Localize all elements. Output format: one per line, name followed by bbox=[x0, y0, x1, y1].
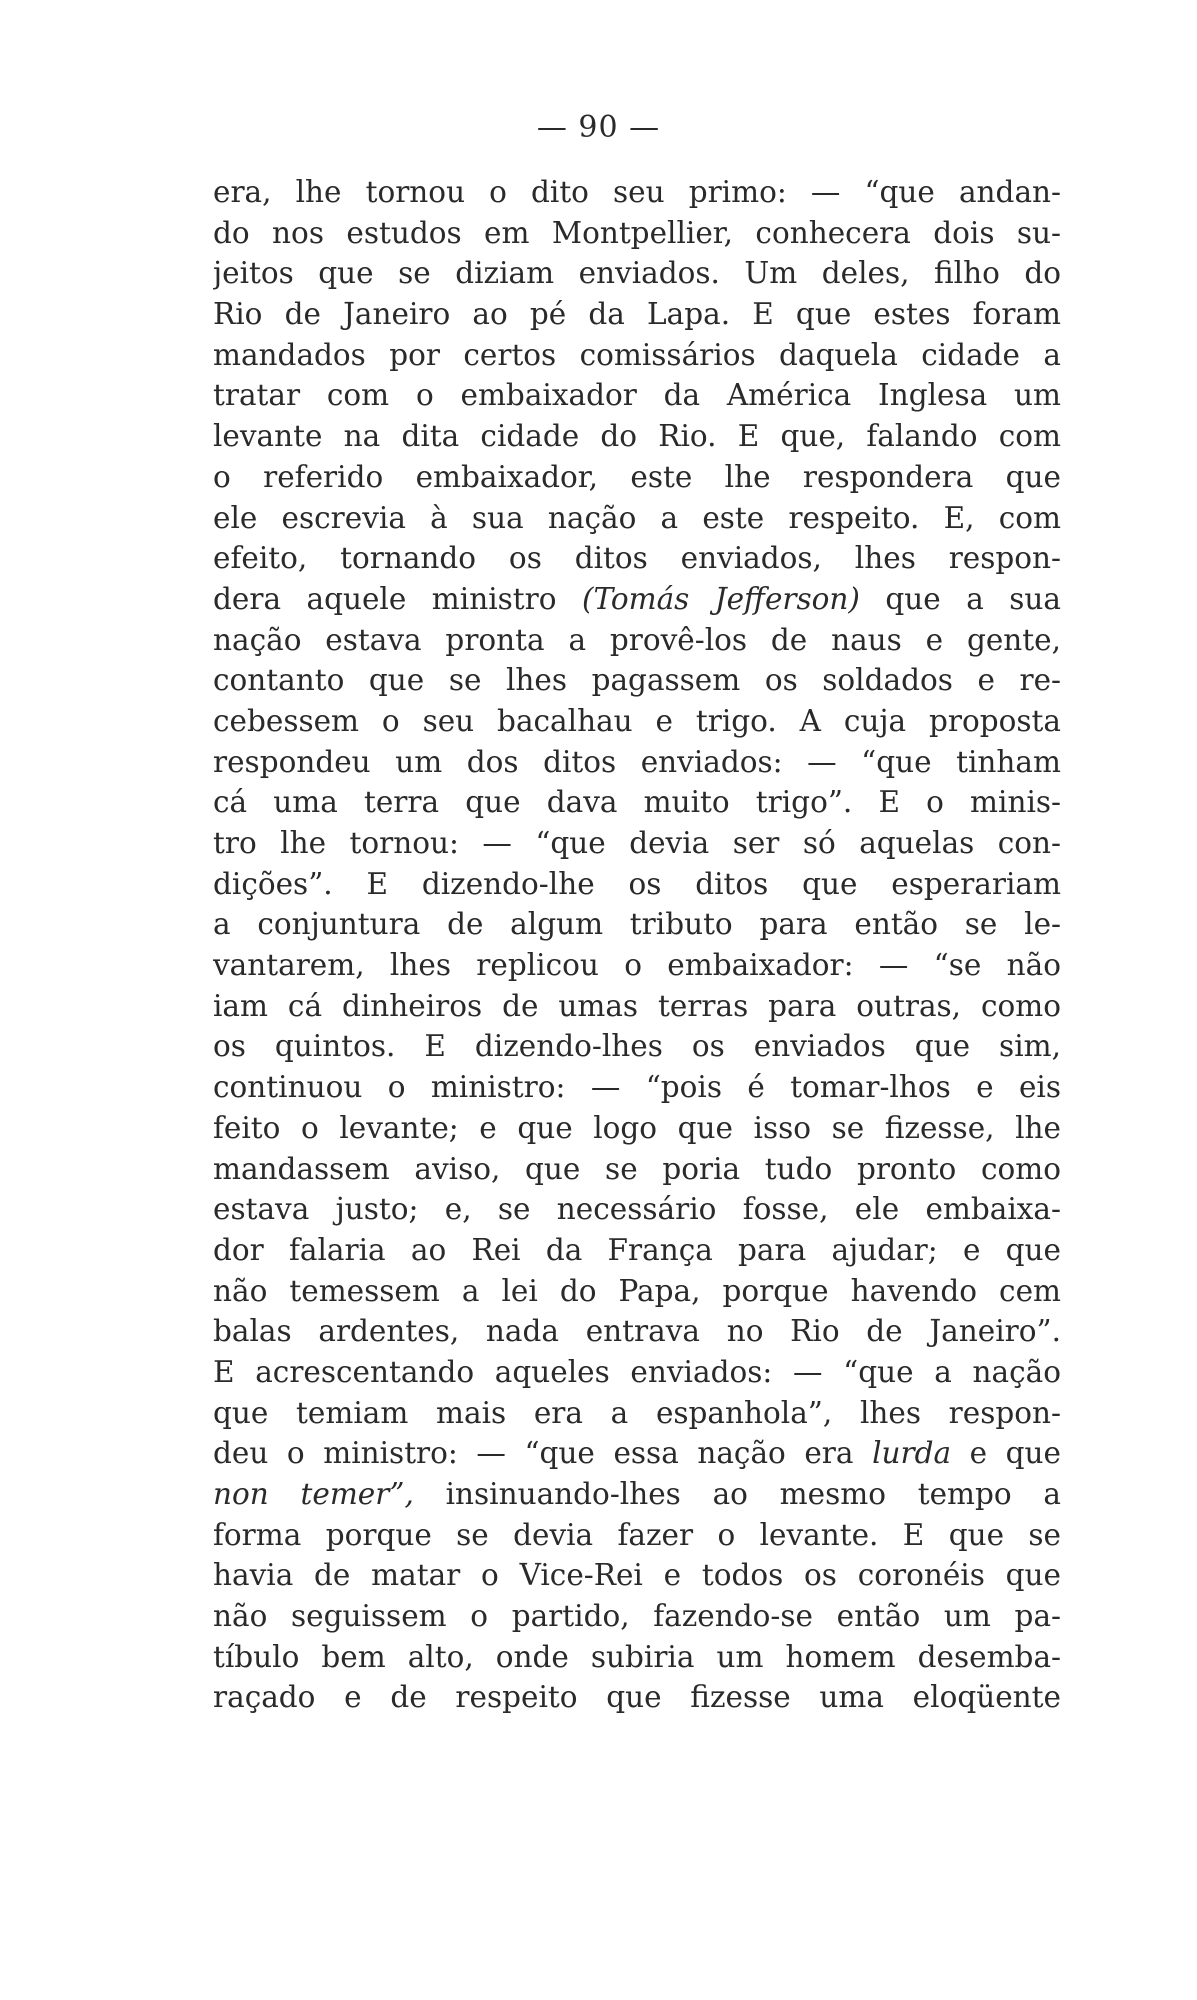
line-text: e que bbox=[951, 1436, 1061, 1471]
line-text: havia de matar o Vice-Rei e todos os coronéis que bbox=[213, 1558, 1061, 1593]
line-text: não seguissem o partido, fazendo-se então um pa- bbox=[213, 1599, 1061, 1634]
text-line bbox=[213, 945, 1061, 986]
text-line bbox=[213, 864, 1061, 905]
line-text: jeitos que se diziam enviados. Um deles, filho do bbox=[213, 256, 1061, 291]
line-text: forma porque se devia fazer o levante. E que se bbox=[213, 1517, 1061, 1552]
line-text: tratar com o embaixador da América Inglesa um bbox=[213, 378, 1061, 413]
text-line bbox=[213, 1311, 1061, 1352]
text-line bbox=[213, 457, 1061, 498]
line-text: tro lhe tornou: — “que devia ser só aquelas con- bbox=[213, 826, 1061, 860]
text-line bbox=[213, 1677, 1061, 1718]
text-line bbox=[213, 1474, 1061, 1515]
text-line bbox=[213, 579, 1061, 620]
text-line bbox=[213, 375, 1061, 416]
line-text: a conjuntura de algum tributo para então se le- bbox=[213, 907, 1061, 942]
text-line bbox=[213, 1596, 1061, 1637]
line-text: insinuando-lhes ao mesmo tempo a bbox=[413, 1477, 1061, 1511]
body-text bbox=[213, 172, 1061, 1718]
line-text: estava justo; e, se necessário fosse, ele embaixa- bbox=[213, 1192, 1061, 1227]
line-text: dor falaria ao Rei da França para ajudar; e que bbox=[213, 1232, 1061, 1267]
text-line bbox=[213, 782, 1061, 823]
text-line bbox=[213, 1637, 1061, 1678]
text-line bbox=[213, 294, 1061, 335]
line-text: mandados por certos comissários daquela cidade a bbox=[213, 337, 1061, 372]
text-line bbox=[213, 498, 1061, 539]
text-line bbox=[213, 1515, 1061, 1556]
text-line bbox=[213, 1555, 1061, 1596]
text-line bbox=[213, 1393, 1061, 1434]
italic-text: lurda bbox=[872, 1436, 952, 1471]
italic-text: (Tomás Jefferson) bbox=[581, 581, 860, 616]
text-line bbox=[213, 416, 1061, 457]
text-line bbox=[213, 1026, 1061, 1067]
text-line bbox=[213, 1067, 1061, 1108]
text-line bbox=[213, 1149, 1061, 1190]
text-line bbox=[213, 213, 1061, 254]
line-text: os quintos. E dizendo-lhes os enviados que sim, bbox=[213, 1029, 1061, 1064]
line-text: raçado e de respeito que fizesse uma eloqüente bbox=[213, 1680, 1061, 1715]
line-text: cebessem o seu bacalhau e trigo. A cuja proposta bbox=[213, 703, 1061, 738]
text-line bbox=[213, 823, 1061, 864]
line-text: efeito, tornando os ditos enviados, lhes respon- bbox=[213, 541, 1061, 576]
text-line bbox=[213, 1352, 1061, 1393]
line-text: dera aquele ministro bbox=[213, 581, 582, 616]
line-text: iam cá dinheiros de umas terras para outras, como bbox=[213, 988, 1061, 1023]
text-line bbox=[213, 538, 1061, 579]
text-line bbox=[213, 1108, 1061, 1149]
line-text: tíbulo bem alto, onde subiria um homem desemba- bbox=[213, 1639, 1061, 1674]
line-text: contanto que se lhes pagassem os soldados e re- bbox=[213, 663, 1061, 698]
text-line bbox=[213, 1230, 1061, 1271]
text-line bbox=[213, 904, 1061, 945]
line-text: respondeu um dos ditos enviados: — “que tinham bbox=[213, 744, 1061, 779]
line-text: era, lhe tornou o dito seu primo: — “que andan- bbox=[213, 175, 1061, 209]
line-text: que temiam mais era a espanhola”, lhes respon- bbox=[213, 1395, 1061, 1430]
line-text: do nos estudos em Montpellier, conhecera dois su- bbox=[213, 215, 1061, 250]
page-number: — 90 — bbox=[536, 110, 661, 145]
text-line bbox=[213, 1189, 1061, 1230]
line-text: deu o ministro: — “que essa nação era bbox=[213, 1436, 873, 1471]
line-text: ele escrevia à sua nação a este respeito. E, com bbox=[213, 500, 1061, 535]
text-line bbox=[213, 620, 1061, 661]
line-text: balas ardentes, nada entrava no Rio de Janeiro”. bbox=[213, 1314, 1061, 1349]
line-text: mandassem aviso, que se poria tudo pronto como bbox=[213, 1151, 1061, 1186]
text-line bbox=[213, 986, 1061, 1027]
line-text: o referido embaixador, este lhe respondera que bbox=[213, 459, 1061, 494]
line-text: nação estava pronta a provê-los de naus e gente, bbox=[213, 622, 1061, 657]
line-text: dições”. E dizendo-lhe os ditos que esperariam bbox=[213, 866, 1061, 901]
line-text: que a sua bbox=[859, 581, 1061, 616]
text-line bbox=[213, 660, 1061, 701]
line-text: não temessem a lei do Papa, porque havendo cem bbox=[213, 1273, 1061, 1308]
text-line bbox=[213, 253, 1061, 294]
text-line bbox=[213, 172, 1061, 213]
line-text: cá uma terra que dava muito trigo”. E o minis- bbox=[213, 785, 1061, 820]
text-line bbox=[213, 701, 1061, 742]
line-text: levante na dita cidade do Rio. E que, falando com bbox=[213, 419, 1061, 454]
line-text: continuou o ministro: — “pois é tomar-lhos e eis bbox=[213, 1070, 1061, 1105]
line-text: vantarem, lhes replicou o embaixador: — “se não bbox=[213, 948, 1061, 983]
line-text: feito o levante; e que logo que isso se fizesse, lhe bbox=[213, 1110, 1061, 1145]
line-text: E acrescentando aqueles enviados: — “que a nação bbox=[213, 1354, 1061, 1389]
text-line bbox=[213, 1271, 1061, 1312]
line-text: Rio de Janeiro ao pé da Lapa. E que estes foram bbox=[213, 297, 1061, 332]
italic-text: non temer”, bbox=[213, 1477, 414, 1511]
text-line bbox=[213, 335, 1061, 376]
text-line bbox=[213, 742, 1061, 783]
text-line bbox=[213, 1433, 1061, 1474]
